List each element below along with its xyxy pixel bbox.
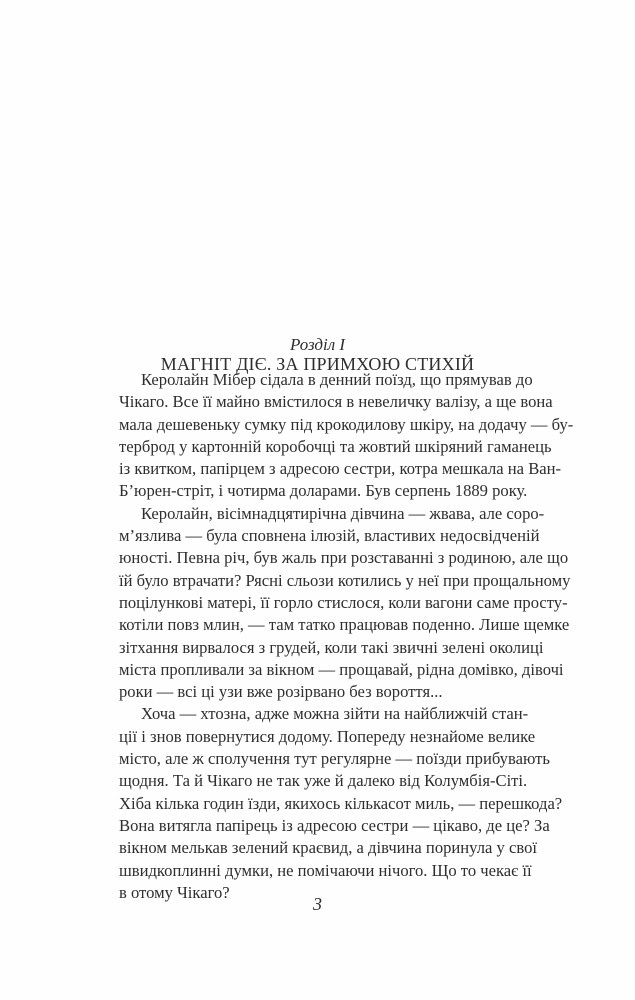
text-line: зітхання вирвалося з грудей, коли такі звичні зелені околиці: [119, 637, 544, 657]
text-line: Б’юрен-стріт, і чотирма доларами. Був серпень 1889 року.: [119, 481, 528, 501]
text-line: поцілункові матері, її горло стислося, коли вагони саме просту-: [119, 592, 568, 612]
chapter-title: МАГНІТ ДІЄ. ЗА ПРИМХОЮ СТИХІЙ: [160, 354, 475, 374]
text-line: щодня. Та й Чікаго не так уже й далеко від Колумбія-Сіті.: [119, 771, 528, 791]
text-line: котіли повз млин, — там татко працював поденно. Лише щемке: [119, 615, 570, 635]
text-line: із квитком, папірцем з адресою сестри, котра мешкала на Ван-: [119, 459, 562, 479]
text-line: швидкоплинні думки, не помічаючи нічого. Що то чекає її: [119, 860, 532, 880]
text-line: ції і знов повернутися додому. Попереду незнайоме велике: [119, 726, 536, 746]
paragraph: [119, 369, 574, 503]
text-line: Керолайн Мібер сідала в денний поїзд, що прямував до: [141, 370, 533, 389]
text-line: Вона витягла папірець із адресою сестри — цікаво, де це? За: [119, 815, 550, 835]
page-number: 3: [313, 894, 322, 914]
text-line: Хіба кілька годин їзди, якихось кількасот миль, — перешкода?: [119, 793, 563, 813]
body-text: [119, 369, 574, 904]
text-line: юності. Певна річ, був жаль при розставанні з родиною, але що: [119, 548, 569, 568]
text-line: вікном мелькав зелений краєвид, а дівчина поринула у свої: [119, 838, 537, 858]
text-line: Керолайн, вісімнадцятирічна дівчина — жвава, але соро-: [141, 503, 545, 523]
text-line: мала дешевеньку сумку під крокодилову шкіру, на додачу — бу-: [119, 414, 574, 434]
text-line: місто, але ж сполучення тут регулярне — поїзди прибувають: [119, 749, 550, 769]
text-line: Хоча — хтозна, адже можна зійти на найближчій стан-: [141, 704, 529, 724]
text-line: їй було втрачати? Рясні сльози котились у неї при прощальному: [119, 570, 571, 590]
text-line: в отому Чікаго?: [119, 882, 230, 902]
text-line: Чікаго. Все її майно вмістилося в невеличку валізу, а ще вона: [119, 392, 553, 412]
paragraph: [119, 503, 571, 704]
text-line: міста пропливали за вікном — прощавай, рідна домівко, дівочі: [119, 659, 564, 679]
paragraph: [119, 703, 563, 904]
chapter-label: Розділ І: [289, 335, 346, 354]
text-line: терброд у картонній коробочці та жовтий шкіряний гаманець: [119, 436, 552, 456]
text-line: м’язлива — була сповнена ілюзій, властивих недосвідченій: [119, 526, 540, 546]
text-line: роки — всі ці узи вже розірвано без вороття...: [119, 682, 443, 702]
